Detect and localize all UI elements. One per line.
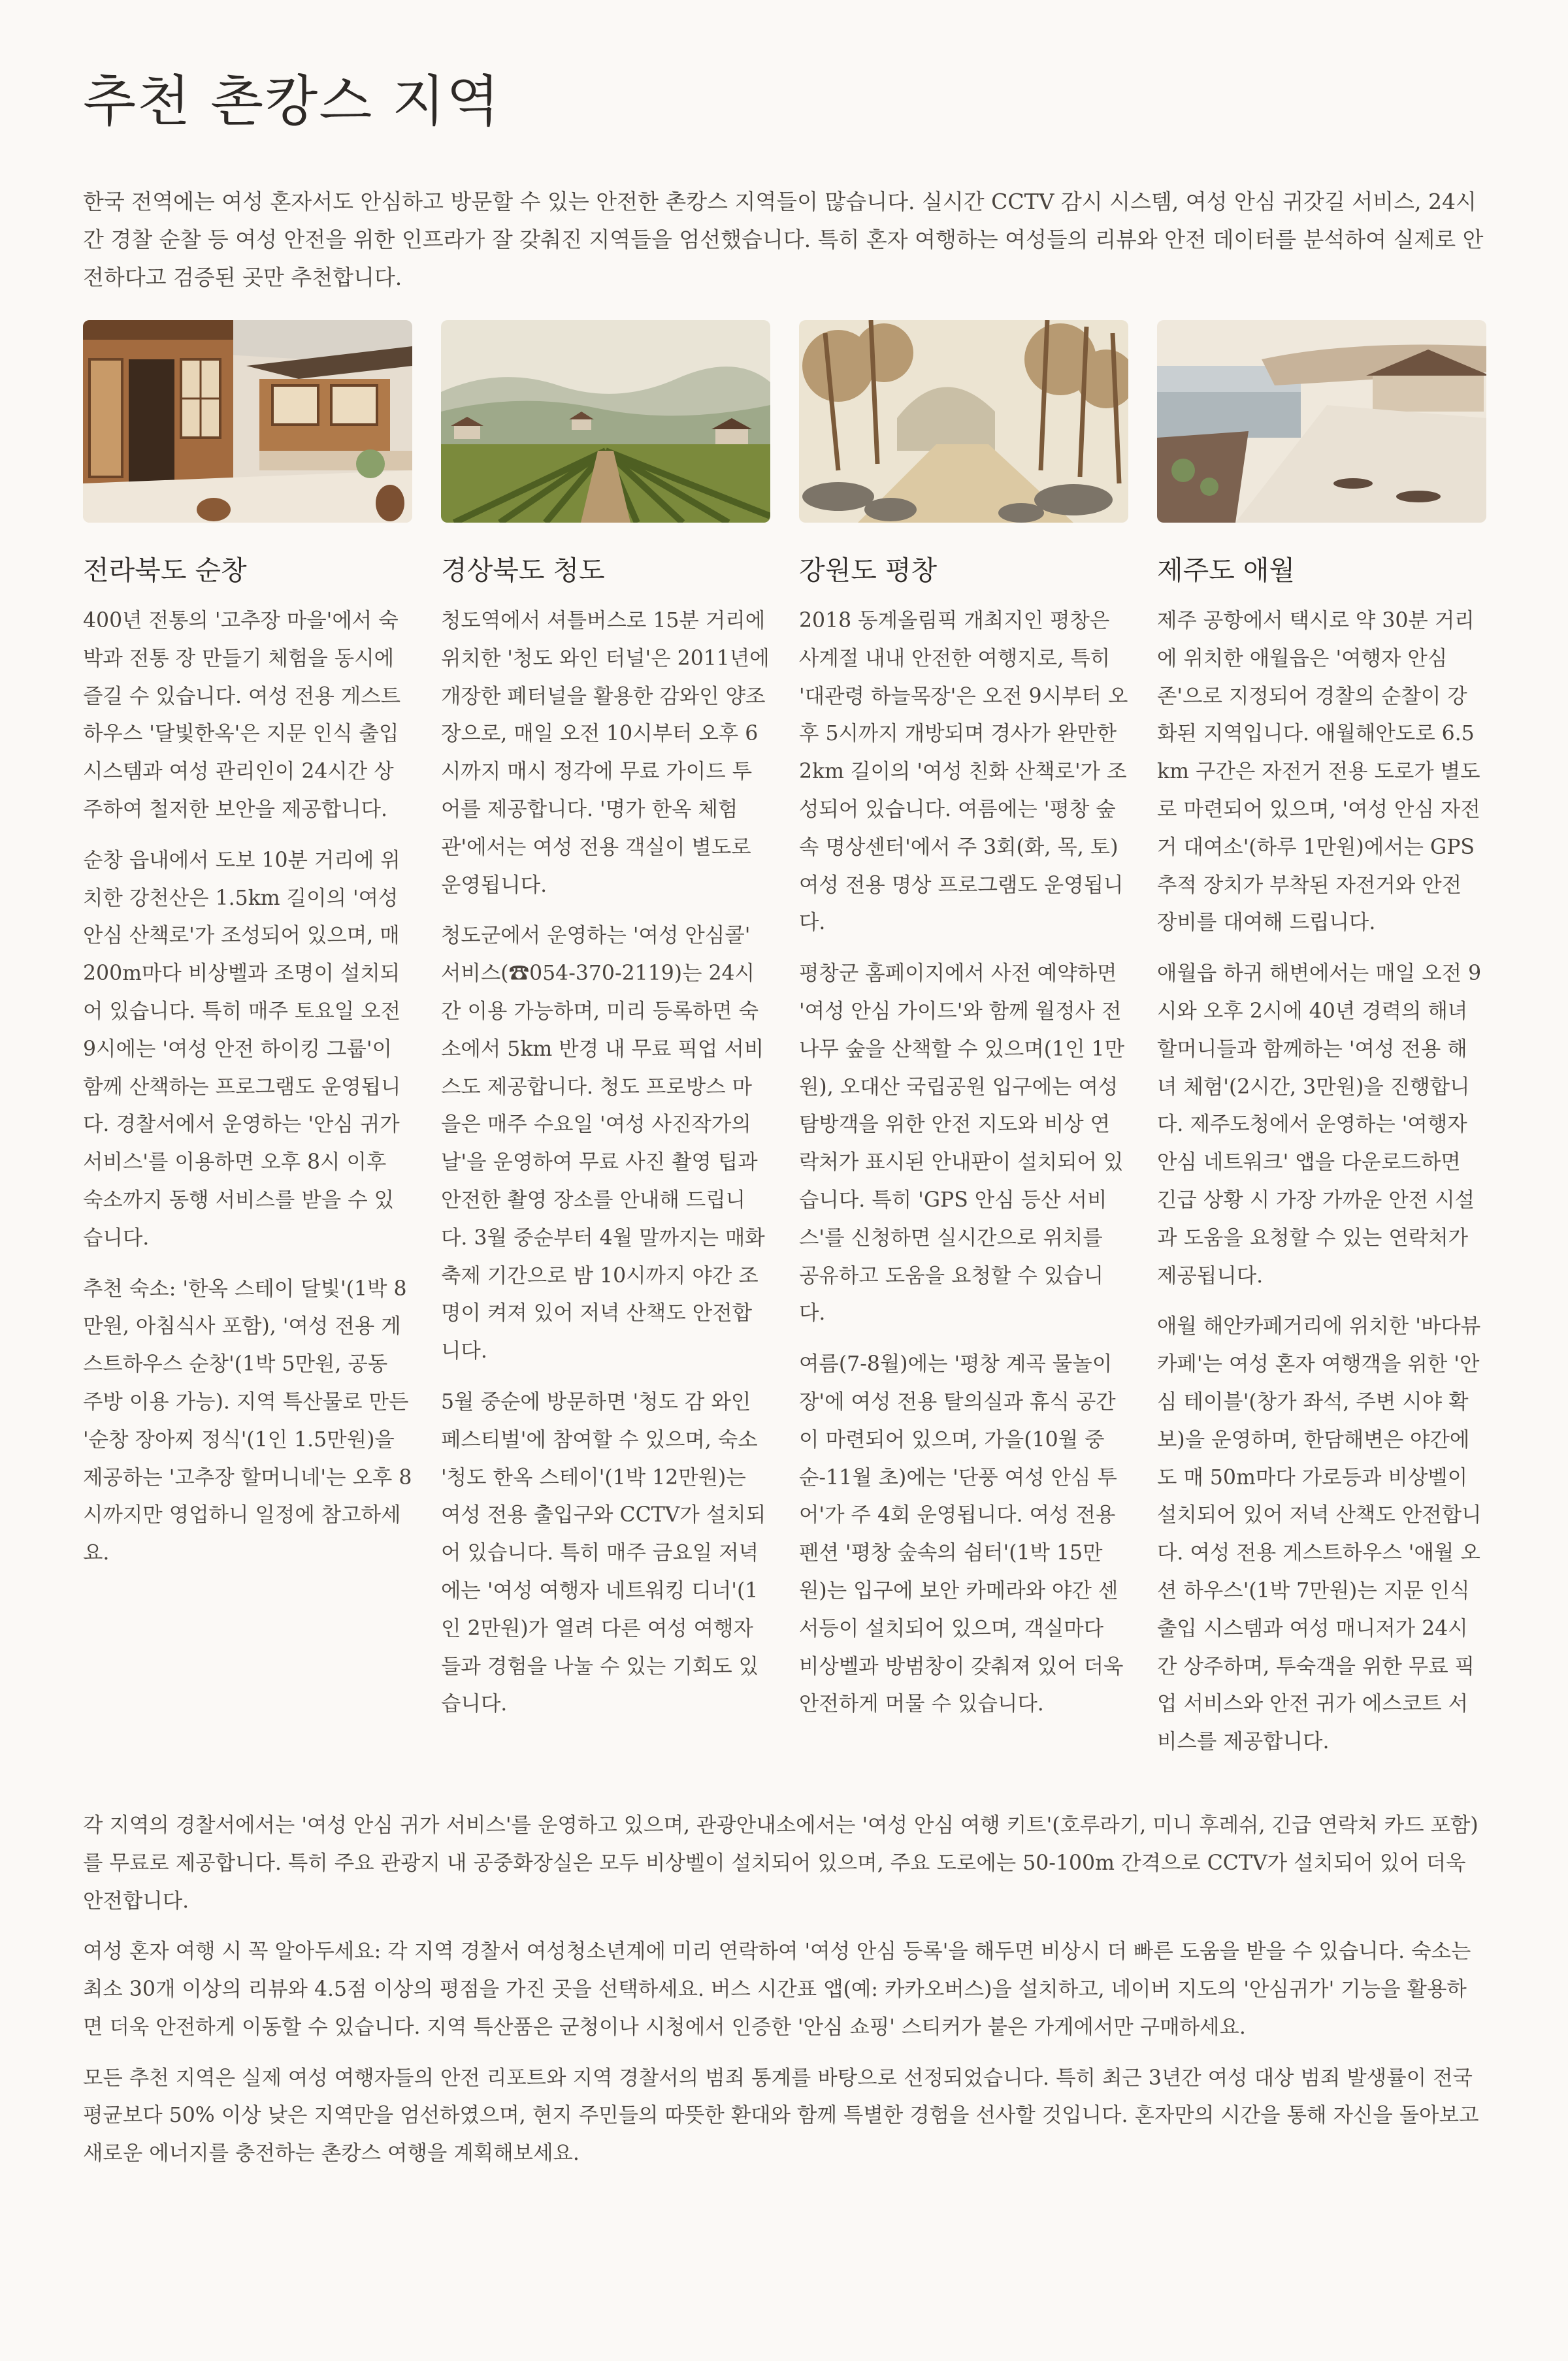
- article: [83, 0, 1486, 2186]
- footer-paragraph: 모든 추천 지역은 실제 여성 여행자들의 안전 리포트와 지역 경찰서의 범죄 통계를 바탕으로 선정되었습니다. 특히 최근 3년간 여성 대상 범죄 발생률이 전국 평균보다 50% 이상 낮은 지역만을 엄선하였으며, 현지 주민들의 따뜻한 환대와 함께 특별한 경험을 선사할 것입니다. 혼자만의 시간을 통해 자신을 돌아보고 새로운 에너지를 충전하는 촌캉스 여행을 계획해보세요.: [83, 2066, 1479, 2166]
- region-card-aewol: [1157, 320, 1486, 1774]
- region-name: 제주도 애월: [1157, 555, 1296, 586]
- region-card-pyeongchang: [799, 320, 1128, 1774]
- coastal-terrace-image: [1157, 320, 1486, 523]
- region-paragraph: 제주 공항에서 택시로 약 30분 거리에 위치한 애월읍은 '여행자 안심 존'으로 지정되어 경찰의 순찰이 강화된 지역입니다. 애월해안도로 6.5km 구간은 자전거 전용 도로가 별도로 마련되어 있으며, '여성 안심 자전거 대여소'(하루 1만원)에서는 GPS 추적 장치가 부착된 자전거와 안전 장비를 대여해 드립니다.: [1157, 609, 1480, 935]
- region-grid: [83, 320, 1486, 1774]
- region-paragraph: 2018 동계올림픽 개최지인 평창은 사계절 내내 안전한 여행지로, 특히 '대관령 하늘목장'은 오전 9시부터 오후 5시까지 개방되며 경사가 완만한 2km 길이의 '여성 친화 산책로'가 조성되어 있습니다. 여름에는 '평창 숲속 명상센터'에서 주 3회(화, 목, 토) 여성 전용 명상 프로그램도 운영됩니다.: [799, 609, 1128, 935]
- region-card-sunchang: [83, 320, 412, 1774]
- region-paragraph: 순창 읍내에서 도보 10분 거리에 위치한 강천산은 1.5km 길이의 '여성 안심 산책로'가 조성되어 있으며, 매 200m마다 비상벨과 조명이 설치되어 있습니다. 특히 매주 토요일 오전 9시에는 '여성 안전 하이킹 그룹'이 함께 산책하는 프로그램도 운영됩니다. 경찰서에서 운영하는 '안심 귀가 서비스'를 이용하면 오후 8시 이후 숙소까지 동행 서비스를 받을 수 있습니다.: [83, 848, 401, 1250]
- intro-paragraph: 한국 전역에는 여성 혼자서도 안심하고 방문할 수 있는 안전한 촌캉스 지역들이 많습니다. 실시간 CCTV 감시 시스템, 여성 안심 귀갓길 서비스, 24시간 경찰 순찰 등 여성 안전을 위한 인프라가 잘 갖춰진 지역들을 엄선했습니다. 특히 혼자 여행하는 여성들의 리뷰와 안전 데이터를 분석하여 실제로 안전하다고 검증된 곳만 추천합니다.: [83, 189, 1484, 290]
- region-paragraph: 400년 전통의 '고추장 마을'에서 숙박과 전통 장 만들기 체험을 동시에 즐길 수 있습니다. 여성 전용 게스트하우스 '달빛한옥'은 지문 인식 출입 시스템과 여성 관리인이 24시간 상주하여 철저한 보안을 제공합니다.: [83, 609, 401, 821]
- region-name: 강원도 평창: [799, 555, 938, 586]
- region-paragraph: 평창군 홈페이지에서 사전 예약하면 '여성 안심 가이드'와 함께 월정사 전나무 숲을 산책할 수 있으며(1인 1만원), 오대산 국립공원 입구에는 여성 탐방객을 위한 안전 지도와 비상 연락처가 표시된 안내판이 설치되어 있습니다. 특히 'GPS 안심 등산 서비스'를 신청하면 실시간으로 위치를 공유하고 도움을 요청할 수 있습니다.: [799, 962, 1125, 1326]
- region-paragraph: 청도역에서 셔틀버스로 15분 거리에 위치한 '청도 와인 터널'은 2011년에 개장한 폐터널을 활용한 감와인 양조장으로, 매일 오전 10시부터 오후 6시까지 매시 정각에 무료 가이드 투어를 제공합니다. '명가 한옥 체험관'에서는 여성 전용 객실이 별도로 운영됩니다.: [441, 609, 770, 897]
- region-name: 경상북도 청도: [441, 555, 605, 586]
- region-paragraph: 애월 해안카페거리에 위치한 '바다뷰 카페'는 여성 혼자 여행객을 위한 '안심 테이블'(창가 좌석, 주변 시야 확보)을 운영하며, 한담해변은 야간에도 매 50m마다 가로등과 비상벨이 설치되어 있어 저녁 산책도 안전합니다. 여성 전용 게스트하우스 '애월 오션 하우스'(1박 7만원)는 지문 인식 출입 시스템과 여성 매니저가 24시간 상주하며, 투숙객을 위한 무료 픽업 서비스와 안전 귀가 에스코트 서비스를 제공합니다.: [1157, 1314, 1482, 1754]
- footer-paragraph: 여성 혼자 여행 시 꼭 알아두세요: 각 지역 경찰서 여성청소년계에 미리 연락하여 '여성 안심 등록'을 해두면 비상시 더 빠른 도움을 받을 수 있습니다. 숙소는 최소 30개 이상의 리뷰와 4.5점 이상의 평점을 가진 곳을 선택하세요. 버스 시간표 앱(예: 카카오버스)을 설치하고, 네이버 지도의 '안심귀가' 기능을 활용하면 더욱 안전하게 이동할 수 있습니다. 지역 특산품은 군청이나 시청에서 인증한 '안심 쇼핑' 스티커가 붙은 가게에서만 구매하세요.: [83, 1940, 1471, 2039]
- footer-paragraph: 각 지역의 경찰서에서는 '여성 안심 귀가 서비스'를 운영하고 있으며, 관광안내소에서는 '여성 안심 여행 키트'(호루라기, 미니 후레쉬, 긴급 연락처 카드 포함)를 무료로 제공합니다. 특히 주요 관광지 내 공중화장실은 모두 비상벨이 설치되어 있으며, 주요 도로에는 50-100m 간격으로 CCTV가 설치되어 있어 더욱 안전합니다.: [83, 1813, 1478, 1913]
- region-paragraph: 청도군에서 운영하는 '여성 안심콜' 서비스(☎054-370-2119)는 24시간 이용 가능하며, 미리 등록하면 숙소에서 5km 반경 내 무료 픽업 서비스도 제공합니다. 청도 프로방스 마을은 매주 수요일 '여성 사진작가의 날'을 운영하여 무료 사진 촬영 팁과 안전한 촬영 장소를 안내해 드립니다. 3월 중순부터 4월 말까지는 매화축제 기간으로 밤 10시까지 야간 조명이 켜져 있어 저녁 산책도 안전합니다.: [441, 924, 765, 1363]
- forest-path-image: [799, 320, 1128, 523]
- region-card-cheongdo: [441, 320, 770, 1774]
- region-paragraph: 여름(7-8월)에는 '평창 계곡 물놀이장'에 여성 전용 탈의실과 휴식 공간이 마련되어 있으며, 가을(10월 중순-11월 초)에는 '단풍 여성 안심 투어'가 주 4회 운영됩니다. 여성 전용 펜션 '평창 숲속의 쉼터'(1박 15만원)는 입구에 보안 카메라와 야간 센서등이 설치되어 있으며, 객실마다 비상벨과 방범창이 갖춰져 있어 더욱 안전하게 머물 수 있습니다.: [799, 1352, 1124, 1716]
- region-paragraph: 5월 중순에 방문하면 '청도 감 와인 페스티벌'에 참여할 수 있으며, 숙소 '청도 한옥 스테이'(1박 12만원)는 여성 전용 출입구와 CCTV가 설치되어 있습니다. 특히 매주 금요일 저녁에는 '여성 여행자 네트워킹 디너'(1인 2만원)가 열려 다른 여성 여행자들과 경험을 나눌 수 있는 기회도 있습니다.: [441, 1390, 766, 1716]
- vineyard-village-image: [441, 320, 770, 523]
- region-paragraph: 애월읍 하귀 해변에서는 매일 오전 9시와 오후 2시에 40년 경력의 해녀 할머니들과 함께하는 '여성 전용 해녀 체험'(2시간, 3만원)을 진행합니다. 제주도청에서 운영하는 '여행자 안심 네트워크' 앱을 다운로드하면 긴급 상황 시 가장 가까운 안전 시설과 도움을 요청할 수 있는 연락처가 제공됩니다.: [1157, 962, 1482, 1288]
- region-name: 전라북도 순창: [83, 555, 247, 586]
- region-paragraph: 추천 숙소: '한옥 스테이 달빛'(1박 8만원, 아침식사 포함), '여성 전용 게스트하우스 순창'(1박 5만원, 공동 주방 이용 가능). 지역 특산물로 만든 '순창 장아찌 정식'(1인 1.5만원)을 제공하는 '고추장 할머니네'는 오후 8시까지만 영업하니 일정에 참고하세요.: [83, 1277, 412, 1565]
- footer-section: [83, 1807, 1486, 2173]
- page-title: 추천 촌캉스 지역: [83, 69, 501, 133]
- hanok-courtyard-image: [83, 320, 412, 523]
